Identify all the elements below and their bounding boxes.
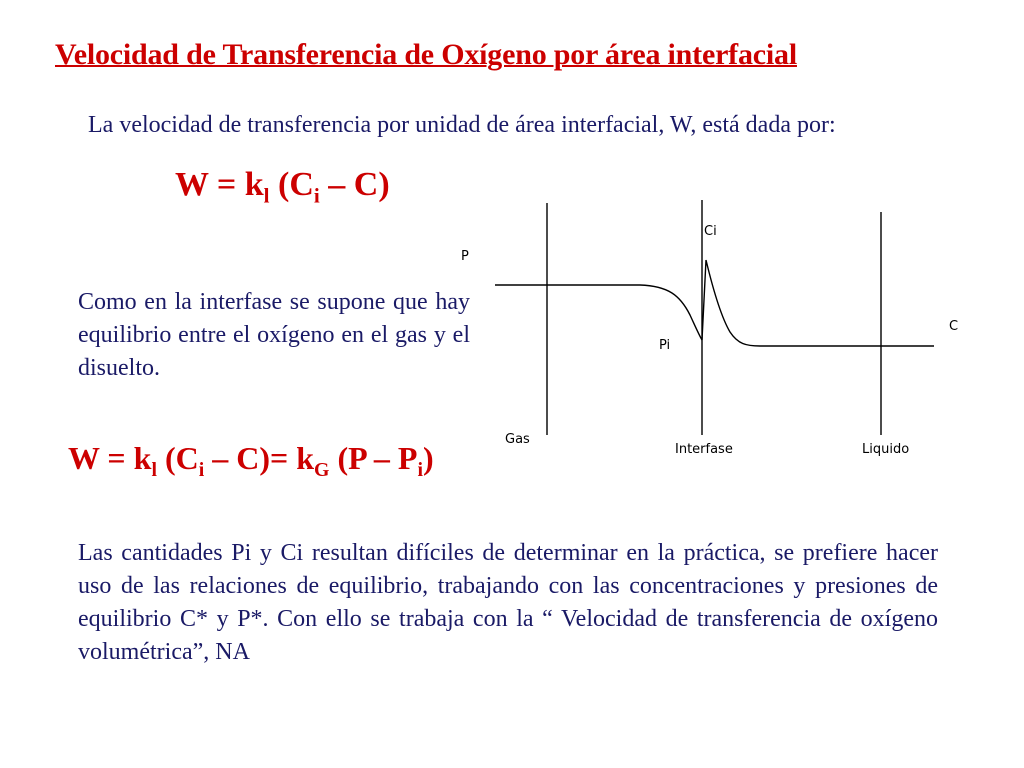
label-liquido: Liquido (862, 442, 910, 457)
label-gas: Gas (505, 432, 530, 447)
label-interfase: Interfase (675, 442, 733, 457)
eq2-part: (C (156, 440, 199, 476)
eq1-sub: l (263, 183, 270, 208)
practical-paragraph: Las cantidades Pi y Ci resultan difíciles de determinar en la práctica, se prefiere hacer uso de las relaciones de equilibrio, trabajando con las concentraciones y presiones de equilibrio C* y P*. Con ello se trabaja con la “ Velocidad de transferencia de oxígeno volumétrica”, NA (78, 540, 938, 665)
slide-title: Velocidad de Transferencia de Oxígeno por área interfacial (55, 38, 797, 71)
eq2-part: W = k (68, 440, 152, 476)
liquid-profile-curve (702, 260, 934, 346)
eq2-sub: G (314, 458, 330, 481)
eq1-part: W = k (175, 166, 264, 203)
eq1-sub: i (313, 183, 320, 208)
eq1-part: – C) (319, 166, 390, 203)
label-c: C (949, 319, 959, 334)
label-p: P (461, 249, 469, 264)
eq2-sub: l (151, 458, 157, 481)
eq2-part: – C)= k (204, 440, 315, 476)
equilibrium-paragraph: Como en la interfase se supone que hay equilibrio entre el oxígeno en el gas y el disuelto. (78, 289, 470, 381)
eq2-part: (P – P (329, 440, 418, 476)
label-pi: Pi (659, 338, 671, 353)
eq2-sub: i (198, 458, 205, 481)
gas-profile-curve (495, 285, 702, 340)
intro-text: La velocidad de transferencia por unidad de área interfacial, W, está dada por: (88, 112, 836, 138)
eq2-sub: i (417, 458, 423, 481)
label-ci: Ci (704, 224, 717, 239)
eq2-part: ) (422, 440, 434, 476)
eq1-part: (C (269, 166, 314, 203)
